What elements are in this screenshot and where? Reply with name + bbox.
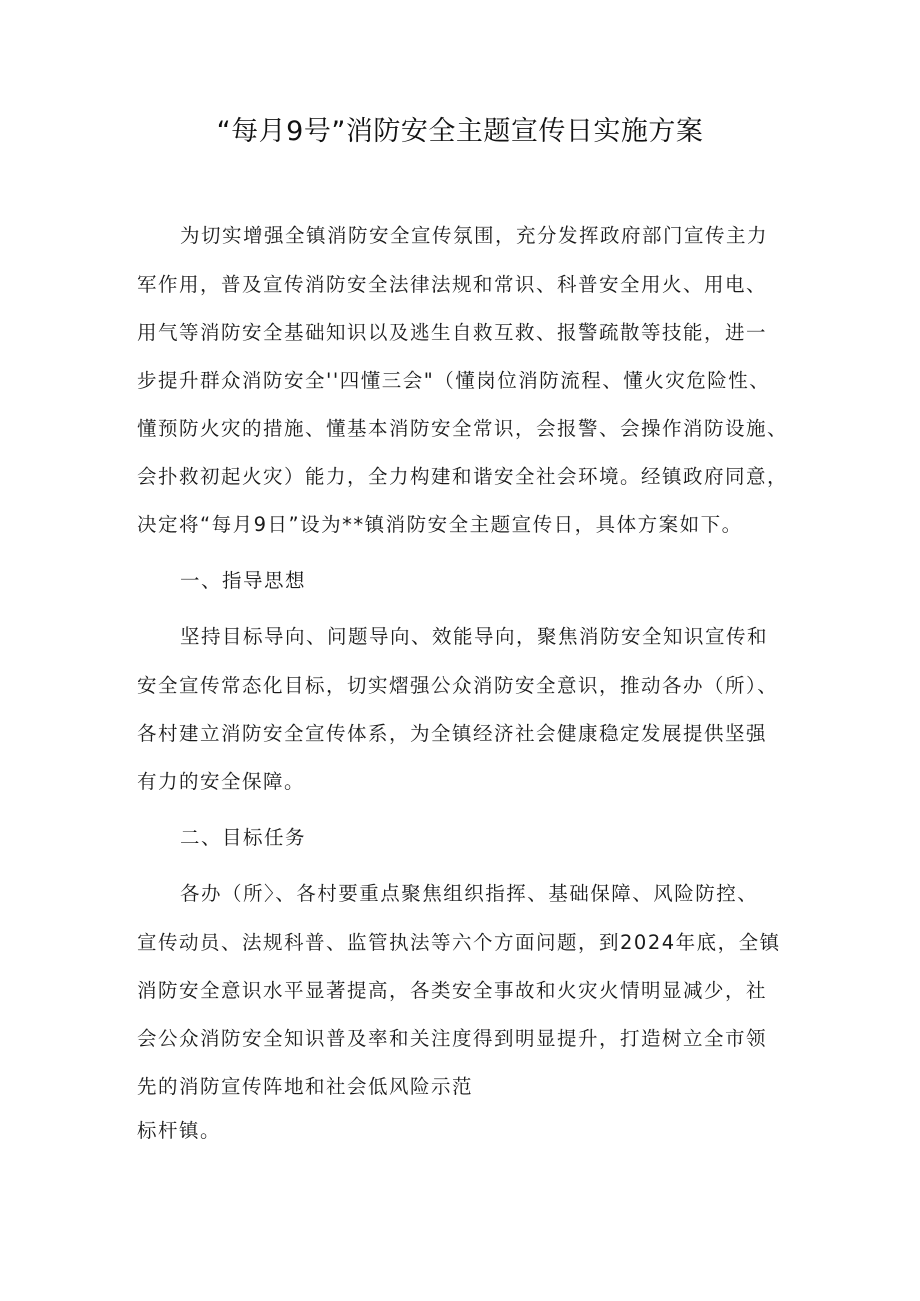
intro-line-7: 决定将“每月9日”设为**镇消防安全主题宣传日，具体方案如下。	[137, 513, 743, 536]
section2-line-5: 先的消防宣传阵地和社会低风险示范	[137, 1075, 474, 1098]
section-heading-guiding-thought: 一、指导思想	[180, 569, 307, 592]
section2-line-1: 各办（所〉、各村要重点聚焦组织指挥、基础保障、风险防控、	[180, 882, 759, 905]
section1-line-3: 各村建立消防安全宣传体系，为全镇经济社会健康稳定发展提供坚强	[137, 722, 768, 745]
section2-line-3: 消防安全意识水平显著提高，各类安全事故和火灾火情明显减少，社	[137, 979, 768, 1002]
section-heading-goals: 二、目标任务	[180, 826, 307, 849]
intro-line-5: 懂预防火灾的措施、懂基本消防安全常识，会报警、会操作消防设施、	[137, 417, 789, 440]
intro-line-1: 为切实增强全镇消防安全宣传氛围，充分发挥政府部门宣传主力	[180, 224, 769, 247]
section2-line-6: 标杆镇。	[137, 1119, 222, 1142]
section1-line-1: 坚持目标导向、问题导向、效能导向，聚焦消防安全知识宣传和	[180, 625, 769, 648]
intro-line-6: 会扑救初起火灾）能力，全力构建和谐安全社会环境。经镇政府同意，	[137, 465, 789, 488]
intro-line-2: 军作用，普及宣传消防安全法律法规和常识、科普安全用火、用电、	[137, 273, 768, 296]
intro-line-4: 步提升群众消防安全''四懂三会"（懂岗位消防流程、懂火灾危险性、	[137, 369, 771, 392]
section1-line-2: 安全宣传常态化目标，切实熠强公众消防安全意识，推动各办（所）、	[137, 674, 779, 697]
document-title: “每月9号”消防安全主题宣传日实施方案	[216, 116, 704, 147]
intro-line-3: 用气等消防安全基础知识以及逃生自救互救、报警疏散等技能，进一	[137, 321, 768, 344]
section2-line-4: 会公众消防安全知识普及率和关注度得到明显提升，打造树立全市领	[137, 1027, 768, 1050]
section1-line-4: 有力的安全保障。	[137, 770, 306, 793]
section2-line-2: 宣传动员、法规科普、监管执法等六个方面问题，到2024年底，全镇	[137, 931, 781, 954]
